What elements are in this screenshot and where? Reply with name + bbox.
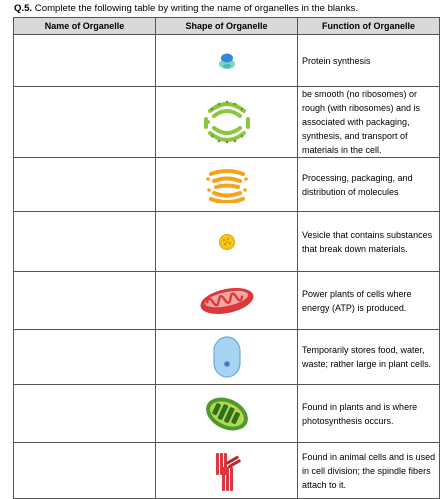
organelle-function: be smooth (no ribosomes) or rough (with ribosomes) and is associated with packaging, synthesis, and transport of materials in the cell. bbox=[298, 87, 440, 158]
organelle-function: Protein synthesis bbox=[298, 35, 440, 87]
vacuole-icon bbox=[212, 335, 242, 379]
organelle-function: Found in animal cells and is used in cell division; the spindle fibers attach to it. bbox=[298, 443, 440, 499]
organelle-shape-cell bbox=[156, 35, 298, 87]
organelle-name-blank[interactable] bbox=[14, 212, 156, 272]
chloroplast-icon bbox=[203, 394, 251, 434]
table-row bbox=[14, 212, 440, 272]
ribosome-icon bbox=[215, 50, 239, 72]
organelle-function: Power plants of cells where energy (ATP) is produced. bbox=[298, 272, 440, 330]
table-row bbox=[14, 35, 440, 87]
table-header-row bbox=[14, 18, 440, 35]
organelle-function: Temporarily stores food, water, waste; rather large in plant cells. bbox=[298, 330, 440, 385]
organelle-function: Found in plants and is where photosynthesis occurs. bbox=[298, 385, 440, 443]
organelle-shape-cell bbox=[156, 212, 298, 272]
organelle-shape-cell bbox=[156, 158, 298, 212]
mitochondrion-icon bbox=[198, 284, 256, 318]
organelle-table bbox=[13, 17, 440, 499]
table-row bbox=[14, 443, 440, 499]
organelle-shape-cell bbox=[156, 443, 298, 499]
centriole-icon bbox=[212, 449, 242, 493]
table-row bbox=[14, 272, 440, 330]
organelle-name-blank[interactable] bbox=[14, 272, 156, 330]
organelle-shape-cell bbox=[156, 330, 298, 385]
organelle-function: Processing, packaging, and distribution of molecules bbox=[298, 158, 440, 212]
organelle-shape-cell bbox=[156, 385, 298, 443]
table-row bbox=[14, 87, 440, 158]
organelle-name-blank[interactable] bbox=[14, 35, 156, 87]
organelle-name-blank[interactable] bbox=[14, 87, 156, 158]
organelle-name-blank[interactable] bbox=[14, 158, 156, 212]
question-prompt bbox=[14, 3, 358, 14]
table-row bbox=[14, 330, 440, 385]
golgi-apparatus-icon bbox=[205, 167, 249, 203]
header-function: Function of Organelle bbox=[298, 18, 440, 35]
table-row bbox=[14, 158, 440, 212]
question-text: Complete the following table by writing the name of organelles in the blanks. bbox=[32, 3, 358, 14]
organelle-name-blank[interactable] bbox=[14, 443, 156, 499]
organelle-shape-cell bbox=[156, 272, 298, 330]
organelle-name-blank[interactable] bbox=[14, 385, 156, 443]
header-name: Name of Organelle bbox=[14, 18, 156, 35]
table-row bbox=[14, 385, 440, 443]
endoplasmic-reticulum-icon bbox=[202, 93, 252, 151]
question-number: Q.5. bbox=[14, 3, 33, 14]
organelle-shape-cell bbox=[156, 87, 298, 158]
organelle-name-blank[interactable] bbox=[14, 330, 156, 385]
organelle-function: Vesicle that contains substances that break down materials. bbox=[298, 212, 440, 272]
lysosome-icon bbox=[218, 233, 236, 251]
header-shape: Shape of Organelle bbox=[156, 18, 298, 35]
